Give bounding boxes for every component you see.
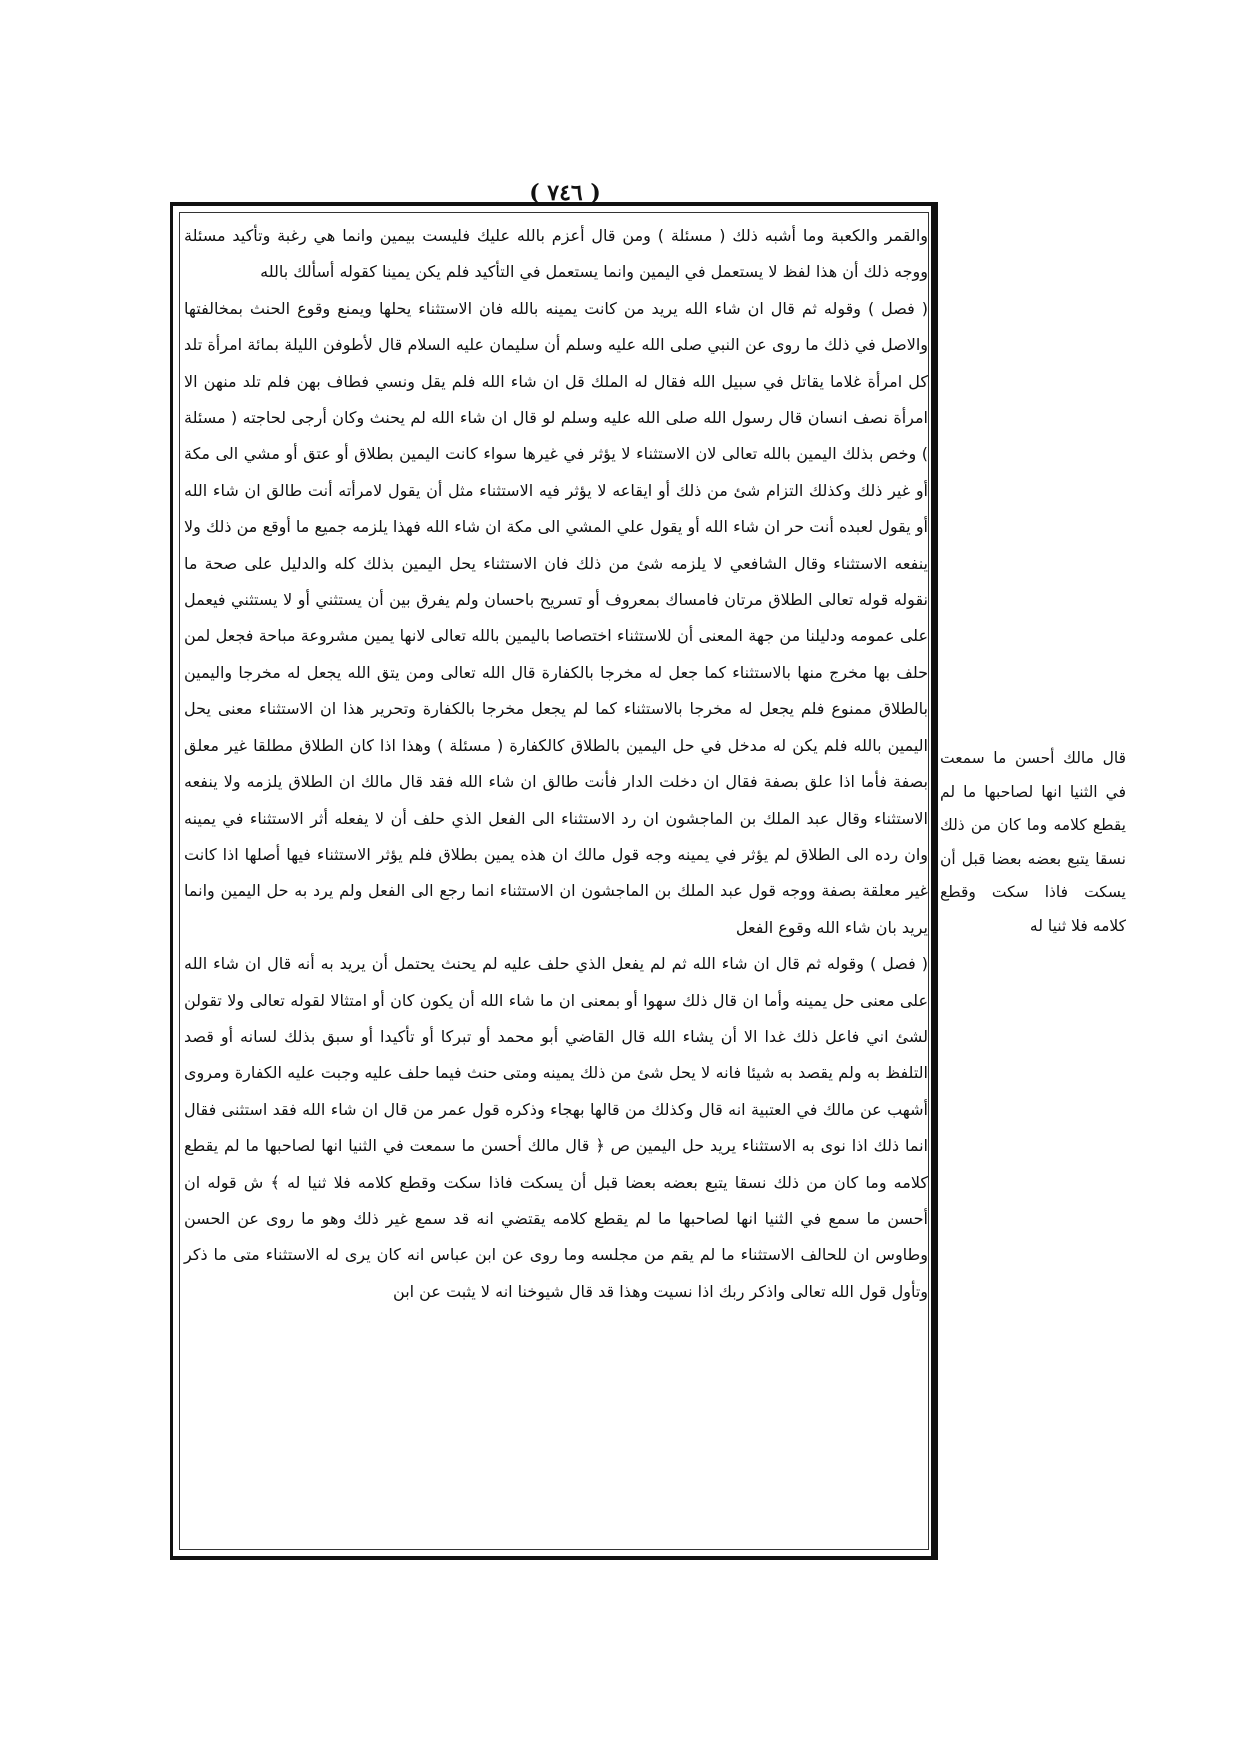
margin-note-text: قال مالك أحسن ما سمعت في الثنيا انها لصاحبها ما لم يقطع كلامه وما كان من ذلك نسقا يتبع بعضه بعضا قبل أن يسكت فاذا سكت وقطع كلامه فلا ثنيا له bbox=[940, 749, 1126, 935]
paragraph-section-exception: ( فصل ) وقوله ثم قال ان شاء الله يريد من كانت يمينه بالله فان الاستثناء يحلها ويمنع وقوع الحنث بمخالفتها والاصل في ذلك ما روى عن النبي صلى الله عليه وسلم أن سليمان عليه السلام قال لأطوفن الليلة بمائة امرأة تلد كل امرأة غلاما يقاتل في سبيل الله فقال له الملك قل ان شاء الله فلم يقل ونسي فطاف بهن فلم تلد منهن الا امرأة نصف انسان قال رسول الله صلى الله عليه وسلم لو قال ان شاء الله لم يحنث وكان أرجى لحاجته ( مسئلة ) وخص بذلك اليمين بالله تعالى لان الاستثناء لا يؤثر في غيرها سواء كانت اليمين بطلاق أو عتق أو مشي الى مكة أو غير ذلك وكذلك التزام شئ من ذلك أو ايقاعه لا يؤثر فيه الاستثناء مثل أن يقول لامرأته أنت طالق ان شاء الله أو يقول لعبده أنت حر ان شاء الله أو يقول علي المشي الى مكة ان شاء الله فهذا يلزمه جميع ما أوقع من ذلك ولا ينفعه الاستثناء وقال الشافعي لا يلزمه شئ من ذلك فان الاستثناء يحل اليمين بذلك كله والدليل على صحة ما نقوله قوله تعالى الطلاق مرتان فامساك بمعروف أو تسريح باحسان ولم يفرق بين أن يستثني أو لا يستثني فيعمل على عمومه ودليلنا من جهة المعنى أن للاستثناء اختصاصا باليمين بالله تعالى لانها يمين مشروعة مباحة فجعل لمن حلف بها مخرج منها بالاستثناء كما جعل له مخرجا بالكفارة قال الله تعالى ومن يتق الله يجعل له مخرجا واليمين بالطلاق ممنوع فلم يجعل له مخرجا بالاستثناء كما لم يجعل مخرجا بالكفارة وتحرير هذا ان الاستثناء معنى يحل اليمين بالله فلم يكن له مدخل في حل اليمين بالطلاق كالكفارة ( مسئلة ) وهذا اذا كان الطلاق مطلقا غير معلق بصفة فأما اذا علق بصفة فقال ان دخلت الدار فأنت طالق ان شاء الله فقد قال مالك ان الطلاق يلزمه ولا ينفعه الاستثناء وقال عبد الملك بن الماجشون ان رد الاستثناء الى الفعل الذي حلف أن لا يفعله أثر الاستثناء في يمينه وان رده الى الطلاق لم يؤثر في يمينه وجه قول مالك ان هذه يمين بطلاق فلم يؤثر الاستثناء فيها أصلها اذا كانت غير معلقة بصفة ووجه قول عبد الملك بن الماجشون ان الاستثناء انما رجع الى الفعل ولم يرد به حل اليمين وانما يريد بان شاء الله وقوع الفعل bbox=[184, 298, 928, 937]
page-number: ( ٧٤٦ ) bbox=[529, 180, 601, 206]
paragraph-question-oath-emphasis: والقمر والكعبة وما أشبه ذلك ( مسئلة ) ومن قال أعزم بالله عليك فليست بيمين وانما هي رغبة وتأكيد مسئلة ووجه ذلك أن هذا لفظ لا يستعمل في اليمين وانما يستعمل في التأكيد فلم يكن يمينا كقوله أسألك بالله bbox=[184, 226, 928, 282]
main-text-block bbox=[180, 218, 932, 1552]
margin-note bbox=[940, 742, 1126, 943]
paragraph-section-saying: ( فصل ) وقوله ثم قال ان شاء الله ثم لم يفعل الذي حلف عليه لم يحنث يحتمل أن يريد به أنه قال ان شاء الله على معنى حل يمينه وأما ان قال ذلك سهوا أو بمعنى ان ما شاء الله أن يكون كان أو امتثالا لقوله تعالى ولا تقولن لشئ اني فاعل ذلك غدا الا أن يشاء الله قال القاضي أبو محمد أو تبركا أو تأكيدا أو سبق بذلك لسانه أو قصد التلفظ به ولم يقصد به شيئا فانه لا يحل شئ من ذلك يمينه ومتى حنث فيما حلف عليه وجبت عليه الكفارة ومروى أشهب عن مالك في العتبية انه قال وكذلك من قالها بهجاء وذكره قول عمر من قال ان شاء الله فقد استثنى فقال انما ذلك اذا نوى به الاستثناء يريد حل اليمين ص ﴿ قال مالك أحسن ما سمعت في الثنيا انها لصاحبها ما لم يقطع كلامه وما كان من ذلك نسقا يتبع بعضه بعضا قبل أن يسكت فاذا سكت وقطع كلامه فلا ثنيا له ﴾ ش قوله ان أحسن ما سمع في الثنيا انها لصاحبها ما لم يقطع كلامه يقتضي انه قد سمع غير ذلك وهو ما روى عن الحسن وطاوس ان للحالف الاستثناء ما لم يقم من مجلسه وما روى عن ابن عباس انه كان يرى له الاستثناء متى ما ذكر وتأول قول الله تعالى واذكر ربك اذا نسيت وهذا قد قال شيوخنا انه لا يثبت عن ابن bbox=[184, 954, 928, 1301]
